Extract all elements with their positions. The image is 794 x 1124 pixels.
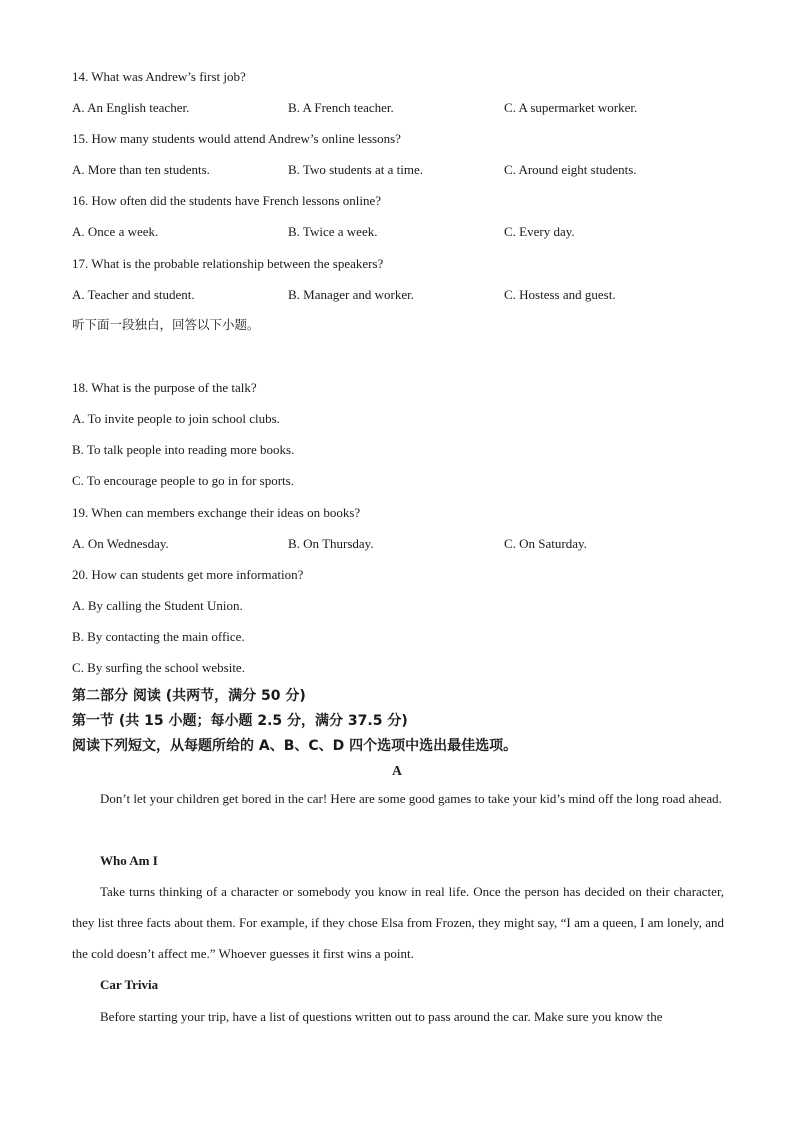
question-15: 15. How many students would attend Andrew’s online lessons? — [72, 131, 401, 146]
q14-option-a: A. An English teacher. — [72, 100, 190, 115]
game-1-title: Who Am I — [100, 853, 158, 868]
section-one-title: 第一节 (共 15 小题；每小题 2.5 分，满分 37.5 分) — [72, 713, 408, 729]
part-two-title: 第二部分 阅读 (共两节，满分 50 分) — [72, 688, 306, 704]
q19-option-c: C. On Saturday. — [504, 536, 587, 551]
question-19: 19. When can members exchange their ideas on books? — [72, 505, 361, 520]
q18-option-c: C. To encourage people to go in for sports. — [72, 473, 294, 488]
game-2-text: Before starting your trip, have a list of questions written out to pass around the car. Make sure you know the — [100, 1009, 663, 1024]
q16-option-a: A. Once a week. — [72, 224, 159, 239]
game-2-title: Car Trivia — [100, 977, 159, 992]
reading-instruction: 阅读下列短文，从每题所给的 A、B、C、D 四个选项中选出最佳选项。 — [72, 738, 518, 754]
question-16: 16. How often did the students have French lessons online? — [72, 193, 382, 208]
q17-option-a: A. Teacher and student. — [72, 287, 195, 302]
question-18: 18. What is the purpose of the talk? — [72, 380, 257, 395]
monologue-instruction: 听下面一段独白，回答以下小题。 — [72, 317, 260, 332]
q18-option-a: A. To invite people to join school clubs. — [72, 411, 280, 426]
q16-option-b: B. Twice a week. — [288, 224, 378, 239]
q15-option-b: B. Two students at a time. — [288, 162, 423, 177]
q17-option-b: B. Manager and worker. — [288, 287, 414, 302]
q16-option-c: C. Every day. — [504, 224, 575, 239]
q14-option-b: B. A French teacher. — [288, 100, 394, 115]
q15-option-a: A. More than ten students. — [72, 162, 210, 177]
q19-option-a: A. On Wednesday. — [72, 536, 169, 551]
question-14: 14. What was Andrew’s first job? — [72, 69, 246, 84]
q15-option-c: C. Around eight students. — [504, 162, 637, 177]
q19-option-b: B. On Thursday. — [288, 536, 374, 551]
q18-option-b: B. To talk people into reading more books. — [72, 442, 295, 457]
q14-option-c: C. A supermarket worker. — [504, 100, 638, 115]
passage-label: A — [392, 763, 402, 778]
q20-option-b: B. By contacting the main office. — [72, 629, 245, 644]
question-20: 20. How can students get more information? — [72, 567, 304, 582]
q17-option-c: C. Hostess and guest. — [504, 287, 616, 302]
q20-option-c: C. By surfing the school website. — [72, 660, 245, 675]
q20-option-a: A. By calling the Student Union. — [72, 598, 243, 613]
game-1-text: Take turns thinking of a character or somebody you know in real life. Once the person has decided on their character, they list three facts about them. For example, if they chose Elsa from Frozen, they might say, “I am a queen, I am lonely, and the cold doesn’t affect me.” Whoever guesses it first wins a point. — [72, 884, 724, 961]
passage-intro: Don’t let your children get bored in the car! Here are some good games to take your kid’s mind off the long road ahead. — [100, 791, 722, 806]
question-17: 17. What is the probable relationship between the speakers? — [72, 256, 384, 271]
